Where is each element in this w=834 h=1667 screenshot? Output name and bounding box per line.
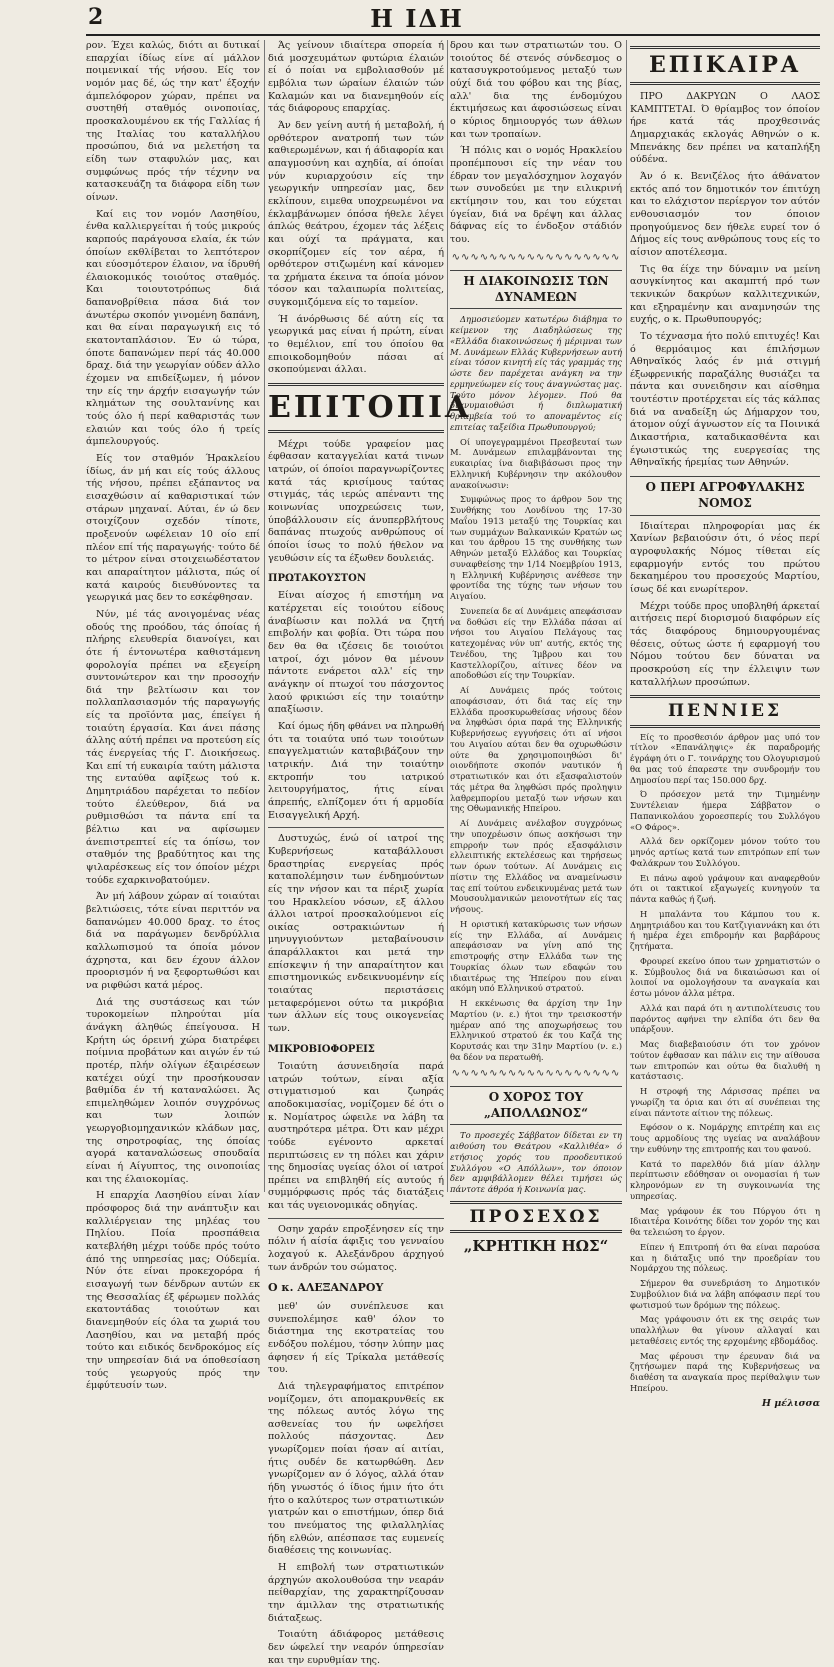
brief-item: Μας φέρουσι την έρευναν διά να ζητήσωμεν παρά της Κυβερνήσεως να διαθέση τα αναγκαία προς περίθαλψιν των Ηπείρου.	[630, 1350, 820, 1393]
article-paragraph: Καί όμως ήδη φθάνει να πληρωθή ότι τα τοιαύτα υπό των τοιούτων επαγγελματιών καταβιβάζουν την ιατρικήν. Διά την τοιαύτην εκτροπήν του ιατρικού λειτουργήματος, ήτις είναι άπρεπής, ελπίζομεν ότι ή αρμοδία Εισαγγελική Αρχή.	[268, 720, 444, 821]
article-paragraph: Διά τηλεγραφήματος επιτρέπον νομίζομεν, ότι απομακρυνθείς εκ της πόλεως αυτός λόγω της ασθενείας του ήν ωφελήσει πολλούς πάσχοντας. Δεν γνωρίζομεν ποίαι ήσαν αί αιτίαι, ήτις ουδέν δε κατωρθώθη. Δεν γνωρίζομεν αν ό λόγος, αλλά όταν ήδη γνωστός ό ίδιος ήμιν ήτο ότι ήτο ο καλύτερος των στρατιωτικών γιατρών και ο επιστήμων, όπερ διά του πνεύματος της φιλαλληλίας ήδη ελθών, απέσπασε τας ευμενείς διαθέσεις της κοινωνίας.	[268, 1380, 444, 1557]
column-2	[268, 40, 472, 1666]
masthead	[0, 0, 834, 40]
article-paragraph: Τις θα έίχε την δύναμιν να μείνη ασυγκίνητος και ακαμπτή πρό των τεκνικών δακρύων καλλιτεχνικών, και εξηραμένην και αναμνησών της ευχής, ο κ. Πρωθυπουργός;	[630, 263, 820, 326]
ad-kritiki-eos: „ΚΡΗΤΙΚΗ ΗΩΣ“	[463, 1237, 609, 1256]
ad-proseches: ΠΡΟΣΕΧΩΣ	[450, 1201, 622, 1233]
article-paragraph: Είναι αίσχος ή επιστήμη να κατέρχεται είς τοιούτου είδους άναβίωσιν και πολλά να ζητή επιβολήν και φοβία. Ότι τώρα που δεν θα θα ιζέσεις δε τοιούτοι ιατροί, όχι μόνον θα μένουν πάντοτε ενάρετοι αλλ' είς την ανάγκην οί πτωχοί του πάσχοντος λαού φρικιώσι είς την τοιαύτην απαξίωσιν.	[268, 590, 444, 716]
brief-item: Ει πάνω αφού γράψουν και αναφερθούν ότι οι τακτικοί εξαγωγείς κυνηγούν τα πάντα καθώς ή ζωή.	[630, 872, 820, 905]
article-paragraph: ρον. Έχει καλώς, διότι αι δυτικαί επαρχίαι ίδίως είνε αί μάλλον ποιμενικαί τής νήσου. Είς τον νομόν μας δέ, ώς την κατ' έξοχήν άμπελόφορον χώραν, πρέπει να συστηθή σταθμός οινοποιίας, προσκαλουμένου εκ τής Γαλλίας ή της Ιταλίας του καταλλήλου προσώπου, διά να μελετήση τα είδη των σταφυλών μας, και συμφώνως πρός τήν τέχνην να κατασκευάζη τα διάφορα είδη των οίνων.	[86, 40, 260, 203]
column-1	[86, 40, 260, 1392]
article-paragraph: Νύν, μέ τάς ανοιγομένας νέας οδούς της προόδου, τάς όποίας ή πλήρης ελευθερία διανοίγει, και ότε ή έντονωτέρα καθιστάμενη φορολογία πρέπει να εξεγείρη συντονώτερον και την προσοχήν διά την βελτίωσιν και τον πολλαπλασιασμόν τής παραγωγής είς τα προϊόντα μας, έπείγει ή τοιαύτη έργασία. Και άνει πάσης άλλης αύτή πρέπει να προτεύση είς τάς ένεργείας τής Γ. Διοικήσεως. Και επί τή ευκαιρία ταύτη μάλιστα της ενταύθα αφίξεως τού κ. Δημητριάδου παρέχεται το πεδίον τούτο έλεύθερον, διά να ρυθμισθώσι τα πάντα επί τα βέλτιω και να αφίσωμεν άνεπιστρεπτεί είς τα όπίσω, τον σταθμόν της βραδύτητος και της ψιλαρέσκεως είς τον όποίον μέχρι τούδε εχαρκινοβατούμεν.	[86, 608, 260, 886]
subheading-mikrobioforeis: ΜΙΚΡΟΒΙΟΦΟΡΕΙΣ	[268, 1043, 375, 1055]
article-paragraph: δρου και των στρατιωτών του. Ο τοιούτος δέ στενός σύνδεσμος ο κατασυγκροτούμενος μεταξύ των ούχί διά του φόβου και της βίας, αλλ' δια της ένδομύχου έκτιμήσεως και άφοσιώσεως είναι ο κύριος δημιουργός των άθλων και των τροπαίων.	[450, 40, 622, 140]
brief-item: Είς το προσθεσιόν άρθρον μας υπό τον τίτλον «Επανάληψις» έκ παραδρομής έγράφη ότι ο Γ. τοινάρχης του Ολογυρισμού θα μας τού έπαρεστε την συνδρομήν του Δημοσίου περί τας 150.000 δρχ.	[630, 731, 820, 785]
brief-item: Μας γράφουν έκ του Πύργου ότι η Ιδιαιτέρα Κοινότης δίδει τον χορόν της και θα τελειώση το έργον.	[630, 1205, 820, 1238]
brief-item: Μας διαβεβαιούσιν ότι τον χρόνον τούτον έφθασαν και πάλιν εις την αίθουσα των επιτροπών και ούτω θα διαλυθή η κατάστασις.	[630, 1039, 820, 1082]
article-paragraph: Η επαρχία Λασηθίου είναι λίαν πρόσφορος διά την ανάπτυξιν και καλλιέργειαν της μηλέας του Πηλίου. Ποία προσπάθεια κατεβλήθη μέχρι τούδε πρός τούτο άπό της υπηρεσίας μας; Ούδεμία. Νύν ότε είναι προκεχορόρα ή εισαγωγή των δένδρων αυτών εκ της Θεσσαλίας έξ φέρωμεν πολλάς εκατοντάδας τοιούτων και διανεμηθούν είς όλα τα χωριά του Λασηθίου, και να μεταβή πρός τούτο και ειδικός δενδροκόμος είς την υπηρεσίαν διά να όποθεσίαση τούς γεωργούς πρός την έμφύτευσίν των.	[86, 1190, 260, 1392]
article-paragraph: Δυστυχώς, ένώ οί ιατροί της Κυβερνήσεως καταβάλλουσι δραστηρίας ενεργείας πρός καταπολέμησιν των ένδημούντων είς την νήσον και τα πέριξ χωρία του Ηρακλείου νόσων, εξ άλλου άλλοι ιατροί προσκαλούμενοι είς οικίας οστρακιώντων ή μηνυγγιούντων μεταβαίνουσιν άπαράλλακτοι και μετά την επίσκεψιν ή την απαραίτητον και επιστημονικώς ενδεικνυομένην είς τοιαύτας περιστάσεις μεταφερόμενοι ούτω τα μικρόβια των άλλων είς τους οικογενείας των.	[268, 833, 444, 1035]
article-paragraph: Ή πόλις και ο νομός Ηρακλείου προπέμπουσι είς την νέαν του έδραν τον μεγαλόσχημον λοχαγόν των συνοδεύει με την ειλικρινή εκτίμησιν του, και του εύχεται ύγείαν, διά να δρέψη και άλλας δάφνας είς το ένδοξον στάδιόν του.	[450, 145, 622, 245]
paper-name: Η ΙΔΗ	[370, 4, 464, 33]
article-paragraph: Αί Δυνάμεις ανέλαβον συγχρόνως την υποχρέωσιν όπως ασκήσωσι την επιρροήν των πρός εξασφάλισιν ελλειπτικής εκτελέσεως και τηρήσεως των όρων τούτων. Αί Δυνάμεις εις πίστιν της Ελλάδος να αναμείνωσιν τας επί τούτου ενδεικνυμένας μετά των Μουσουλμανικών μειονοτήτων είς τας νήσους.	[450, 818, 622, 915]
article-paragraph: Μέχρι τούδε προς υποβληθή άρκεταί αιτήσεις περί διορισμού διαφόρων είς τάς διαφόρους δημιουργουμένας θέσεις, ούτως ώστε ή εφαρμογή του Νόμου τούτου δεν δύναται να προσκρούση είς την έλλειψιν των καταλλήλων προσώπων.	[630, 600, 820, 688]
brief-item: Σήμερον θα συνεδριάση το Δημοτικόν Συμβούλιον διά να λάβη απόφασιν περί του φωτισμού των δρόμων της πόλεως.	[630, 1278, 820, 1310]
brief-item: Αλλά και παρά ότι η αντιπολίτευσις του παρόντος αφήνει την ελπίδα ότι δεν θα υπάρξουν.	[630, 1002, 820, 1035]
headline-agrofylaki: Ο ΠΕΡΙ ΑΓΡΟΦΥΛΑΚΗΣ ΝΟΜΟΣ	[630, 476, 820, 516]
article-paragraph: Άν ό κ. Βενιζέλος ήτο άθάνατον εκτός από τον δημοτικόν τον έπιτύχη και το ελάχιστον περίεργον τον αύτόν ενθουσιασμόν τον όποιον προηγούμενος δεν ήθελε ευρεί τον ό Δήμος είς τους ανθρώπους τους είς το αίσιον αποτέλεσμα.	[630, 170, 820, 258]
brief-item: Φρουρεί εκείνο όπου των χρηματιστών ο κ. Σύμβουλος διά να δικαιώσωσι και οί λοιποί να ομολογήσουν τα αναγκαία και έστω μόνον άλλα μέτρα.	[630, 955, 820, 999]
brief-item: Αλλά δεν ορκίζομεν μόνον τούτο του μηνός αρτίως κατά των επιτρόπων επί των Φαλάκρων του Συλλόγου.	[630, 836, 820, 868]
subheading-protakousto: ΠΡΩΤΑΚΟΥΣΤΟΝ	[268, 573, 366, 585]
article-paragraph: Άς γείνουν ιδιαίτερα σπορεία ή διά μοσχευμάτων φυτώρια έλαιών εί ό ποίαι να εμβολιασθούν μέ εμβόλια των ώραίων έλαιών τών Καλαμών και να διανεμηθούν είς τάς διάφορους επαρχίας.	[268, 40, 444, 115]
article-paragraph: Τοιαύτη άσυνειδησία παρά ιατρών τούτων, είναι αξία στιγματισμού και ζωηράς αποδοκιμασίας, νομίζομεν δέ ότι ο κ. Νομίατρος ώφειλε να λάβη τα αυστηρότερα μέτρα. Ότι καν μέχρι τούδε εγένοντο αρκεταί περιπτώσεις εν τη πόλει και χάριν της δημοσίας υγείας όλοι οί ιατροί πρέπει να επιβληθή είς αυτούς ή συμμόρφωσις πρός τάς διατάξεις και τάς υγειονομικάς οδηγίας.	[268, 1060, 444, 1212]
masthead-rule	[86, 34, 820, 36]
column-4	[630, 40, 820, 1409]
headline-diakoinosis: Η ΔΙΑΚΟΙΝΩΣΙΣ ΤΩΝ ΔΥΝΑΜΕΩΝ	[450, 270, 622, 310]
article-paragraph: Μέχρι τούδε γραφείον μας έφθασαν καταγγελίαι κατά τινων ιατρών, οί όποίοι παραγνωρίζοντες κατά τάς κρισίμους ταύτας στιγμάς, τάς ιερώς απέναντι της κοινωνίας υποχρεώσεις των, ύποβάλλουσιν είς άνυπερβλήτους δαπάνας πτωχούς ανθρώπους οί όποίοι ίσως το πολύ ήθελον να γευθώσιν είς τα έξωθεν δουλειάς.	[268, 438, 444, 564]
article-paragraph: μεθ' ών συνέπλευσε και συνεπολέμησε καθ' όλον το διάστημα της εκστρατείας του ενδόξου πολέμου, τόσην λύπην μας άφησεν ή είς Τρίκαλα μετάθεσίς του.	[268, 1300, 444, 1376]
article-intro: Δημοσιεύομεν κατωτέρω διάβημα το κείμενον της Διαδηλώσεως της «Ελλάδα διακοινώσεως ή μέριμναι των Μ. Δυνάμεων Ελλάς Κυβερνήσεων αυτή είναι τόσον κινητή είς τάς γραμμάς της ώστε δεν παρέχεται ανάγκη να την ερμηνεύωμεν είς τους άναγνώστας μας. Τούτο μόνον λέγομεν. Πού θα διανυμαιοθώσι ή διπλωματική θριαμβεία τού το αποναμέντος είς επιτείας ταξείδια Πρωθυπουργού;	[450, 314, 622, 432]
brief-item: Είπεν ή Επιτροπή ότι θα είναι παρούσα και η διάταξις υπό την προεδρίαν του Νομάρχου της πόλεως.	[630, 1241, 820, 1274]
headline-apollon: Ο ΧΟΡΟΣ ΤΟΥ „ΑΠΟΛΛΩΝΟΣ“	[450, 1086, 622, 1126]
brief-item: Η μπαλάντα του Κάμπου του κ. Δημητριάδου και του Κατζιγιαννάκη και ότι ή ημέρα έχει επιδρομήν και βαρβάρους ζητήματα.	[630, 908, 820, 952]
article-paragraph: Άν δεν γείνη αυτή ή μεταβολή, ή ορθότερον ανατροπή των τών καθιερωμένων, και ή άδιαφορία και απαγμοσύνη και αχηδία, αί όποίαι νύν κυριαρχούσιν είς την γεωργικήν υπηρεσίαν μας, δεν εκλίπουν, ειμεθα υποχρεωμένοι να έκλαμβάνωμεν όπόσα ήθελε λέγει άπλώς θεάτρου, έχομεν τάς λέξεις και ούχί τα πράγματα, και σκορπίζομεν είς τον αέρα, ή ορθότερον στιζωμένη καί κάνομεν τα χρήματα έκεινα τα όποία μόνον τόσον και ταλαιπωρία πολιτείας, συγκομιζόμενα είς το ταμείον.	[268, 119, 444, 309]
ornament-rule: ∿∿∿∿∿∿∿∿∿∿∿∿∿∿∿∿∿∿	[451, 251, 621, 263]
article-paragraph: Το προσεχές Σάββατον δίδεται εν τη αιθούση του Θεάτρου «Καλλιθέα» ό ετήσιος χορός του προοδευτικού Συλλόγου «Ο Απόλλων», τον όποιον δεν αμφιβάλλομεν θέλει τιμήσει ώς πάντοτε άθρόα ή Κοινωνία μας.	[450, 1130, 622, 1195]
article-paragraph: Τοιαύτη άδιάφορος μετάθεσις δεν ώφελεί την νεαρόν ύπηρεσίαν και την ευρυθμίαν της.	[268, 1629, 444, 1666]
article-paragraph: Συνεπεία δε αί Δυνάμεις απεφάσισαν να δοθώσι είς την Ελλάδα πάσαι αί νήσοι του Αιγαίου Πελάγους τας κατεχομένας νύν υπ' αυτής, εκτός της Τενέδου, της Ίμβρου και του Καστελλορίζου, αίτινες δέον να αποδοθώσι είς την Τουρκίαν.	[450, 605, 622, 681]
article-paragraph: Οί υπογεγραμμένοι Πρεσβευταί των Μ. Δυνάμεων επιλαμβάνονται της ευκαιρίας ίνα διαβιβάσωσι προς την Ελληνική Κυβέρνησιν την ακόλουθον ανακοίνωσιν:	[450, 436, 622, 490]
article-paragraph: Η εκκένωσις θα άρχίση την 1ην Μαρτίου (ν. ε.) ήτοι την τρεισκοστήν ημέραν από της αποχωρήσεως του Ελληνικού στρατού έκ του Καζά της Κορυτσάς και την 31ην Μαρτίου (ν. ε.) θα δέον να περατωθή.	[450, 998, 622, 1062]
article-paragraph: Ή άνόρθωσις δέ αύτη είς τα γεωργικά μας είναι ή πρώτη, είναι το θεμέλιον, επί του όποίου θα επιοικοδομηθούν πάσαι αί σκοπούμεναι άλλαι.	[268, 313, 444, 376]
section-title-pennies: ΠΕΝΝΙΕΣ	[630, 695, 820, 727]
column-divider	[626, 40, 627, 1192]
divider	[268, 827, 444, 828]
article-paragraph: Συμφώνως προς το άρθρον 5ον της Συνθήκης του Λονδίνου της 17-30 Μαΐου 1913 μεταξύ της Τουρκίας και των συμμάχων Βαλκανικών Κρατών ως και του άρθρου 15 της συνθήκης των Αθηνών μεταξύ Ελλάδος και Τουρκίας συναφθείσης την 1/14 Νοεμβρίου 1913, η Ελληνική Κυβέρνησις ανέθεσε την φροντίδα της τύχης των νήσων του Αιγαίου.	[450, 494, 622, 602]
article-paragraph: Ιδιαίτεραι πληροφορίαι μας έκ Χανίων βεβαιούσιν ότι, ό νέος περί αγροφυλακής Νόμος τίθεται είς εφαρμογήν εντός του πρώτου δεκαημέρου του προσεχούς Μαρτίου, ίσως δέ και ενωρίτερον.	[630, 520, 820, 595]
subheading-alexandrou: Ο κ. ΑΛΕΞΑΝΔΡΟΥ	[268, 1281, 384, 1295]
article-paragraph: Διά της συστάσεως και τών τυροκομείων πληρούται μία άνάγκη άληθώς έπείγουσα. Η Κρήτη ώς όρεινή χώρα διατρέφει ποίμνια προβάτων και αιγών έν τώ προτέρ, πλήν ολίγων έξαιρέσεων κατέχει ούχί την προσήκουσαν βαθμίδα έν τή καταναλώσει. Άς επιμεληθώμεν λοιπόν συγχρόνως και των λοιπών γεωργοβιομηχανικών κλάδων μας, της σηροτροφίας, της όποίας αγορά καταναλώσεως σπουδαία είναι ή Αίγυπτος, της οινοποιίας και της έλαιοκομίας.	[86, 996, 260, 1185]
section-title-epitopia: ΕΠΙΤΟΠΙΑ	[268, 383, 444, 433]
article-paragraph: Το τέχνασμα ήτο πολύ επιτυχές! Και ό θερμόαιμος και έπιλήσμων Αθηναϊκός λαός έν μιά στιγμή έξωφρενικής παραζάλης θυσιάζει τα πάντα και συνειδησιν και αίσθημα τουτέστιν προτέρχεται είς τάς κάλπας διά να αναδείξη ώς Δήμαρχον του, άτομον ούχί άγνωστον είς τα Ποινικά Δικαστήρια, καταδικασθέντα και έγωιστικώς της ευεργεσίας της Αθηναϊκής ήρεμίας των Αθηνών.	[630, 330, 820, 469]
divider	[268, 1218, 444, 1219]
brief-item: Ό πρόσεχον μετά την Τιμημένην Συντέλειαν ήμερα Σάββατον ο Παπανικολάου χοροεσπερίς του Συλλόγου «Ο Φάρος».	[630, 789, 820, 832]
section-title-epikaira: ΕΠΙΚΑΙΡΑ	[630, 46, 820, 85]
brief-item: Κατά το παρελθόν διά μίαν άλλην περίπτωσιν εδόθησαν οι ονομασίαι ή των κληρονόμων εν τη συγκοινωνία της υπηρεσίας.	[630, 1158, 820, 1201]
article-paragraph: Η οριστική κατακύρωσις των νήσων είς την Ελλάδα, αί Δυνάμεις απεφάσισαν να γίνη από της επιστροφής στην Ελλάδα των της Τουρκίας όλων των εδαφών του ιδιαιτέρως της Ήπείρου που είναι ακόμη υπό Ελληνικού στρατού.	[450, 918, 622, 994]
column-3	[450, 40, 622, 1256]
article-paragraph: Οσην χαράν επροξένησεν είς την πόλιν ή αίσία άφιξις του γενναίου λοχαγού κ. Αλεξάνδρου άρχηγού των άνδρών του σώματος.	[268, 1223, 444, 1273]
article-paragraph: Είς τον σταθμόν Ήρακλείου ίδίως, άν μή και είς τούς άλλους τής νήσου, πρέπει εξάπαντος να εισαχθώσιν αί καθαριστικαί τών στάρων μηχαναί. Αύται, έν ώ δεν στοιχίζουν σχεδόν τίποτε, προξενούν ωφέλειαν 10 οίο επί πλέον επί τής παραγωγής· τούτο δέ το μέτρον είναι στοιχειωδέστατον και απαραίτητον μάλιστα, πώς οί κατά καιρούς διευθύνοντες τα γεωργικά μας δεν το εσκέφθησαν.	[86, 453, 260, 604]
column-divider	[264, 40, 265, 1192]
page-number: 2	[88, 4, 104, 30]
article-paragraph: Άν μή λάβουν χώραν αί τοιαύται βελτιώσεις, τότε είναι περιττόν να δαπανώμεν 40.000 δραχ. το έτος διά να παράγωμεν δενδρύλλια καλλωπισμού τα όποία μόνον άχρηστα, και δεν έχουν άλλον προορισμόν ή να ξεφορτωθώσι και να ριφθώσι κατά μέρος.	[86, 891, 260, 991]
brief-item: Μας γράφουσιν ότι εκ της σειράς των υπαλλήλων θα γίνουν αλλαγαί και μεταθέσεις εντός της ερχομένης εβδομάδος.	[630, 1314, 820, 1346]
article-paragraph: Αί Δυνάμεις πρός τούτοις αποφάσισαν, ότι διά τας είς την Ελλάδα προσκυρωθείσας νήσους δέον να ληφθώσι όρια παρά της Ελληνικής Κυβερνήσεως εγγυήσεις ότι αί νήσοι του Αιγαίου αύται δεν θα οχυρωθώσιν ούτε θα χρησιμοποιηθώσι δι' οιονδήποτε σκοπόν ναυτικόν ή στρατιωτικόν και ότι εξασφαλιστούν τάς μέτρα θα ληφθώσι πρός προληψιν λαθρεμπορίου μεταξύ των νήσων και της Οθωμανικής Ηπείρου.	[450, 685, 622, 814]
column-divider	[447, 40, 448, 1192]
ornament-rule: ∿∿∿∿∿∿∿∿∿∿∿∿∿∿∿∿∿∿	[451, 1067, 621, 1079]
article-paragraph: Καί εις τον νομόν Λασηθίου, ένθα καλλιεργείται ή τούς μικρούς καρπούς παράγουσα ελαία, έκ τών όποίων εκθλίβεται το λεπτότερον και εύοσμότερον έλαιον, να ίδρυθή έλαιοκομικός τοιούτος σταθμός. Και τοιουτοτρόπως διά δαπανοβρίθεια πάσα διά τον άνωτέρω σκοπόν γινομένη δαπάνη, και θα είναι παραγωγική εις τό εκατονταπλάσιον. Έν ώ τώρα, όποτε δαπανώμεν περί τάς 40.000 δραχ. διά την γεωργίαν ούδεν άλλο έχομεν να επιδείξωμεν, ή μόνον την είς την άρχήν εισαγωγήν τών κλημάτων της σουλτανίνης και τούς όλο ή περί καθαριστάς των ελαιών και τούς όλο ή τρείς άμπελουργούς.	[86, 208, 260, 448]
article-paragraph: ΠΡΟ ΔΑΚΡΥΩΝ Ο ΛΑΟΣ ΚΑΜΠΤΕΤΑΙ. Ό θρίαμβος τον όποίον ήρε κατά τάς προχθεσινάς Δημαρχιακάς εκλογάς Αθηνών ο κ. Μπενάκης δεν πρέπει να καταπλήξη ούδένα.	[630, 91, 820, 166]
article-paragraph: Η επιβολή των στρατιωτικών άρχηγών ακολουθούσα την νεαράν πείθαρχίαν, της χαρακτηρίζουσαν την άμιλλαν της στρατιωτικής διάταξεως.	[268, 1562, 444, 1624]
signature: Η μέλισσα	[761, 1397, 820, 1409]
brief-item: Εφόσον ο κ. Νομάρχης επιτρέπη και εις τους αρμοδίους της υγείας να αναλάβουν την ευθύνην της επιτροπής και του φανού.	[630, 1122, 820, 1154]
brief-item: Η στροφή της Λάρισσας πρέπει να γνωρίζη τα όρια και ότι αί συνέπειαι της είναι πάντοτε αίτιον της πόλεως.	[630, 1086, 820, 1118]
